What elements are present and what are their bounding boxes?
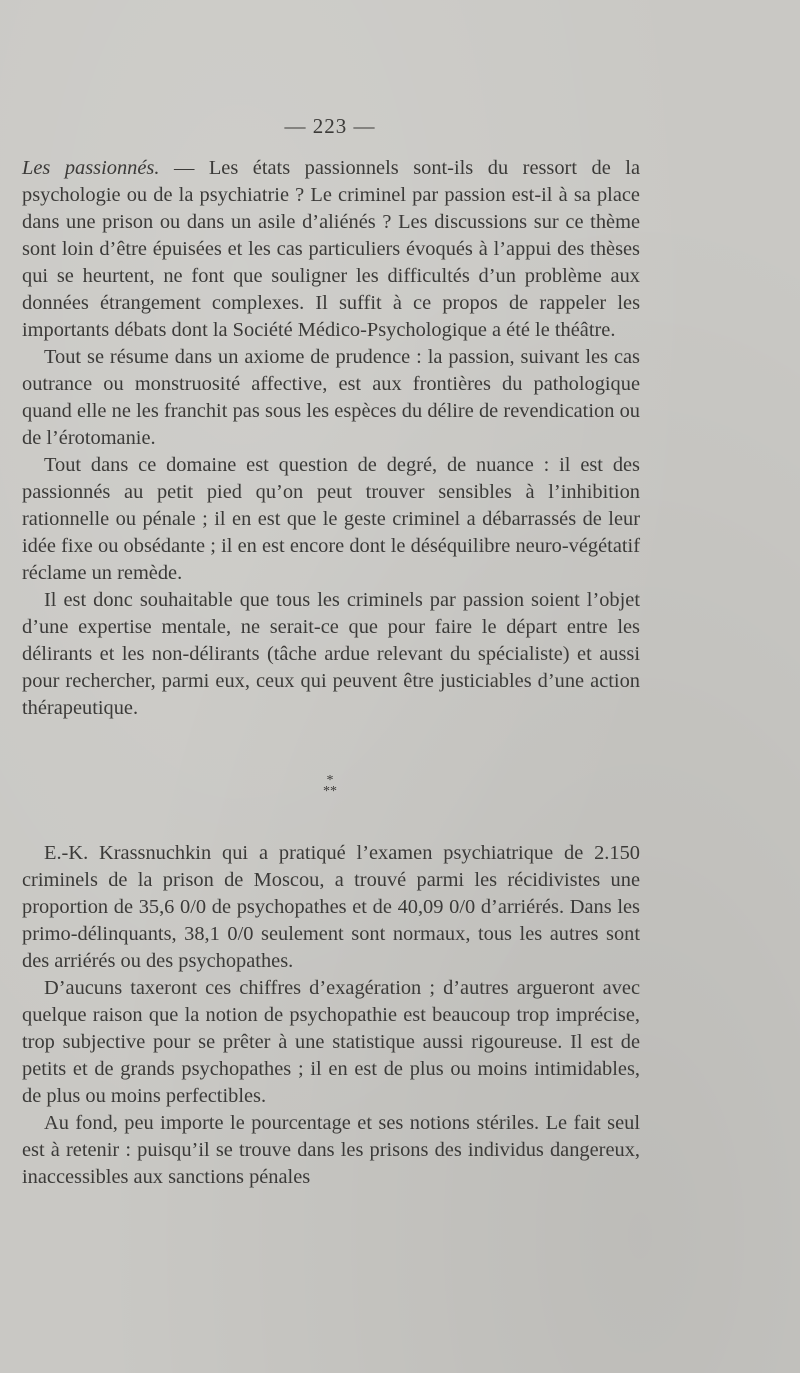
paragraph-text: — Les états passionnels sont-ils du ressort de la psychologie ou de la psychiatrie ? Le criminel par passion est-il à sa place dans une prison ou dans un asile d’aliénés ? Les discussions sur ce thème sont loin d’être épuisées et les cas particuliers évoqués à l’appui des thèses qui se heurtent, ne font que souligner les difficultés d’un problème aux données étrangement complexes. Il suffit à ce propos de rappeler les importants débats dont la Société Médico-Psychologique a été le théâtre. <box>22 157 640 341</box>
section-heading: Les passionnés. <box>22 157 160 179</box>
paragraph: Au fond, peu importe le pourcentage et ses notions stériles. Le fait seul est à retenir : puisqu’il se trouve dans les prisons des individus dangereux, inaccessibles aux sanctions pénales <box>22 1112 640 1188</box>
paragraph: Tout dans ce domaine est question de degré, de nuance : il est des passionnés au petit pied qu’on peut trouver sensibles à l’inhibition rationnelle ou pénale ; il en est que le geste criminel a débarrassés de leur idée fixe ou obsédante ; il en est encore dont le déséquilibre neuro-végétatif réclame un remède. <box>22 454 640 584</box>
paragraph: E.-K. Krassnuchkin qui a pratiqué l’examen psychiatrique de 2.150 criminels de la prison de Moscou, a trouvé parmi les récidivistes une proportion de 35,6 0/0 de psychopathes et de 40,09 0/0 d’arriérés. Dans les primo-délinquants, 38,1 0/0 seulement sont normaux, tous les autres sont des arriérés ou des psychopathes. <box>22 842 640 972</box>
asterism-separator <box>0 775 660 797</box>
paragraph <box>22 155 640 344</box>
paragraph: Tout se résume dans un axiome de prudence : la passion, suivant les cas outrance ou monstruosité affective, est aux frontières du pathologique quand elle ne les franchit pas sous les espèces du délire de revendication ou de l’érotomanie. <box>22 346 640 449</box>
section-krassnuchkin <box>22 840 640 1191</box>
asterism-top: * <box>326 773 334 788</box>
paragraph: Il est donc souhaitable que tous les criminels par passion soient l’objet d’une expertise mentale, ne serait-ce que pour faire le départ entre les délirants et les non-délirants (tâche ardue relevant du spécialiste) et aussi pour rechercher, parmi eux, ceux qui peuvent être justiciables d’une action thérapeutique. <box>22 589 640 719</box>
paragraph: D’aucuns taxeront ces chiffres d’exagération ; d’autres argueront avec quelque raison que la notion de psychopathie est beaucoup trop imprécise, trop subjective pour se prêter à une statistique aussi rigoureuse. Il est de petits et de grands psychopathes ; il en est de plus ou moins intimidables, de plus ou moins perfectibles. <box>22 977 640 1107</box>
page-number: — 223 — <box>284 114 376 138</box>
section-passionnes <box>22 155 640 722</box>
asterism-bottom: ** <box>323 784 337 799</box>
